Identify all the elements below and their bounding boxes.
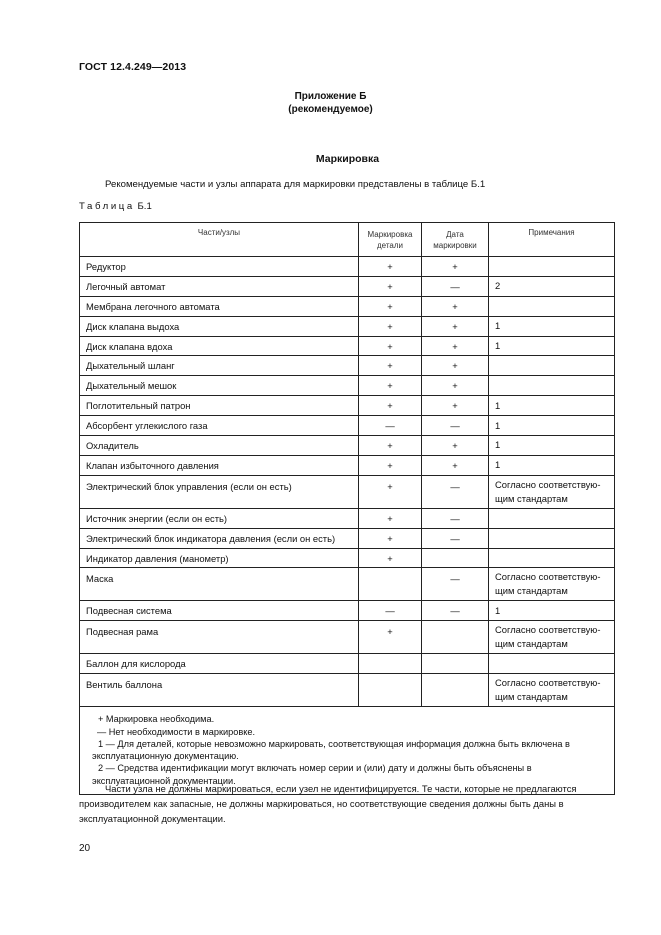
- note-cell: 1: [489, 416, 615, 436]
- date-cell: —: [422, 568, 489, 601]
- part-name-cell: Охладитель: [80, 436, 359, 456]
- closing-paragraph: [79, 782, 614, 826]
- note-cell: [489, 508, 615, 528]
- note-cell: [489, 654, 615, 674]
- marking-cell: [359, 674, 422, 707]
- closing-text: Части узла не должны маркироваться, если узел не идентифицируется. Те части, которые не предлагаются производителем как запасные, не должны маркироваться, но соответствующие сведения должны быть даны в эксплуатационной документации.: [79, 783, 577, 824]
- part-name-cell: Источник энергии (если он есть): [80, 508, 359, 528]
- parts-marking-table: [79, 222, 615, 795]
- footnote-2: 2 — Средства идентификации могут включать номер серии и (или) дату и должны быть объяснены в эксплуатационной документации.: [92, 763, 532, 786]
- table-row: [80, 674, 615, 707]
- part-name-cell: Абсорбент углекислого газа: [80, 416, 359, 436]
- marking-cell: —: [359, 416, 422, 436]
- table-row: [80, 508, 615, 528]
- table-row: [80, 376, 615, 396]
- section-title: Маркировка: [315, 153, 380, 165]
- page-number: 20: [79, 843, 91, 854]
- marking-cell: +: [359, 296, 422, 316]
- note-cell: 1: [489, 601, 615, 621]
- marking-cell: +: [359, 356, 422, 376]
- part-name-cell: Баллон для кислорода: [80, 654, 359, 674]
- note-cell: [489, 296, 615, 316]
- part-name-cell: Мембрана легочного автомата: [80, 296, 359, 316]
- document-header: ГОСТ 12.4.249—2013: [79, 61, 187, 73]
- part-name-cell: Дыхательный шланг: [80, 356, 359, 376]
- part-name-cell: Диск клапана вдоха: [80, 336, 359, 356]
- date-cell: [422, 674, 489, 707]
- marking-cell: [359, 568, 422, 601]
- footnote-plus: + Маркировка необходима.: [98, 714, 215, 725]
- note-cell: [489, 257, 615, 277]
- table-caption-word: Таблица: [79, 201, 135, 212]
- note-cell: 1: [489, 336, 615, 356]
- marking-cell: +: [359, 376, 422, 396]
- marking-cell: +: [359, 276, 422, 296]
- marking-cell: +: [359, 548, 422, 568]
- date-cell: —: [422, 416, 489, 436]
- marking-cell: +: [359, 316, 422, 336]
- table-row: [80, 548, 615, 568]
- marking-cell: +: [359, 475, 422, 508]
- table-row: [80, 316, 615, 336]
- table-row: [80, 416, 615, 436]
- date-cell: [422, 548, 489, 568]
- table-row: [80, 336, 615, 356]
- table-header-row: [80, 223, 615, 257]
- date-cell: +: [422, 376, 489, 396]
- footnote-dash: — Нет необходимости в маркировке.: [97, 726, 255, 737]
- table-row: [80, 601, 615, 621]
- note-cell: Согласно соответствую-щим стандартам: [489, 674, 615, 707]
- marking-cell: +: [359, 257, 422, 277]
- marking-cell: +: [359, 621, 422, 654]
- date-cell: —: [422, 601, 489, 621]
- part-name-cell: Электрический блок управления (если он есть): [80, 475, 359, 508]
- table-row: [80, 455, 615, 475]
- note-cell: [489, 356, 615, 376]
- marking-cell: +: [359, 436, 422, 456]
- part-name-cell: Поглотительный патрон: [80, 396, 359, 416]
- date-cell: +: [422, 336, 489, 356]
- note-cell: Согласно соответствую-щим стандартам: [489, 568, 615, 601]
- column-header-date: Дата маркировки: [422, 223, 489, 257]
- date-cell: +: [422, 396, 489, 416]
- column-header-notes: Примечания: [489, 223, 615, 257]
- table-row: [80, 296, 615, 316]
- table-row: [80, 257, 615, 277]
- part-name-cell: Клапан избыточного давления: [80, 455, 359, 475]
- appendix-note: (рекомендуемое): [288, 104, 373, 115]
- table-caption-number: Б.1: [137, 201, 152, 212]
- column-header-parts: Части/узлы: [80, 223, 359, 257]
- part-name-cell: Редуктор: [80, 257, 359, 277]
- part-name-cell: Легочный автомат: [80, 276, 359, 296]
- marking-cell: [359, 654, 422, 674]
- column-header-marking: Маркировка детали: [359, 223, 422, 257]
- date-cell: +: [422, 316, 489, 336]
- note-cell: 1: [489, 455, 615, 475]
- footnote-1: 1 — Для деталей, которые невозможно маркировать, соответствующая информация должна быть включена в эксплуатационную документацию.: [92, 738, 570, 762]
- part-name-cell: Индикатор давления (манометр): [80, 548, 359, 568]
- note-cell: 1: [489, 436, 615, 456]
- table-row: [80, 475, 615, 508]
- part-name-cell: Вентиль баллона: [80, 674, 359, 707]
- appendix-title: Приложение Б: [294, 91, 367, 102]
- part-name-cell: Электрический блок индикатора давления (если он есть): [80, 528, 359, 548]
- table-row: [80, 356, 615, 376]
- date-cell: +: [422, 436, 489, 456]
- note-cell: [489, 528, 615, 548]
- table-row: [80, 621, 615, 654]
- date-cell: —: [422, 475, 489, 508]
- note-cell: [489, 376, 615, 396]
- marking-cell: —: [359, 601, 422, 621]
- date-cell: [422, 621, 489, 654]
- date-cell: —: [422, 276, 489, 296]
- part-name-cell: Подвесная система: [80, 601, 359, 621]
- marking-cell: +: [359, 336, 422, 356]
- marking-cell: +: [359, 508, 422, 528]
- table-row: [80, 436, 615, 456]
- note-cell: [489, 548, 615, 568]
- date-cell: +: [422, 296, 489, 316]
- note-cell: 2: [489, 276, 615, 296]
- date-cell: +: [422, 257, 489, 277]
- table-row: [80, 396, 615, 416]
- marking-cell: +: [359, 396, 422, 416]
- date-cell: +: [422, 455, 489, 475]
- marking-cell: +: [359, 528, 422, 548]
- table-row: [80, 568, 615, 601]
- table-caption: [79, 201, 152, 212]
- marking-cell: +: [359, 455, 422, 475]
- intro-paragraph: Рекомендуемые части и узлы аппарата для маркировки представлены в таблице Б.1: [105, 179, 486, 190]
- note-cell: 1: [489, 396, 615, 416]
- part-name-cell: Дыхательный мешок: [80, 376, 359, 396]
- note-cell: 1: [489, 316, 615, 336]
- note-cell: Согласно соответствую-щим стандартам: [489, 475, 615, 508]
- date-cell: +: [422, 356, 489, 376]
- note-cell: Согласно соответствую-щим стандартам: [489, 621, 615, 654]
- date-cell: [422, 654, 489, 674]
- date-cell: —: [422, 528, 489, 548]
- table-row: [80, 276, 615, 296]
- date-cell: —: [422, 508, 489, 528]
- part-name-cell: Диск клапана выдоха: [80, 316, 359, 336]
- table-row: [80, 654, 615, 674]
- table-row: [80, 528, 615, 548]
- part-name-cell: Подвесная рама: [80, 621, 359, 654]
- part-name-cell: Маска: [80, 568, 359, 601]
